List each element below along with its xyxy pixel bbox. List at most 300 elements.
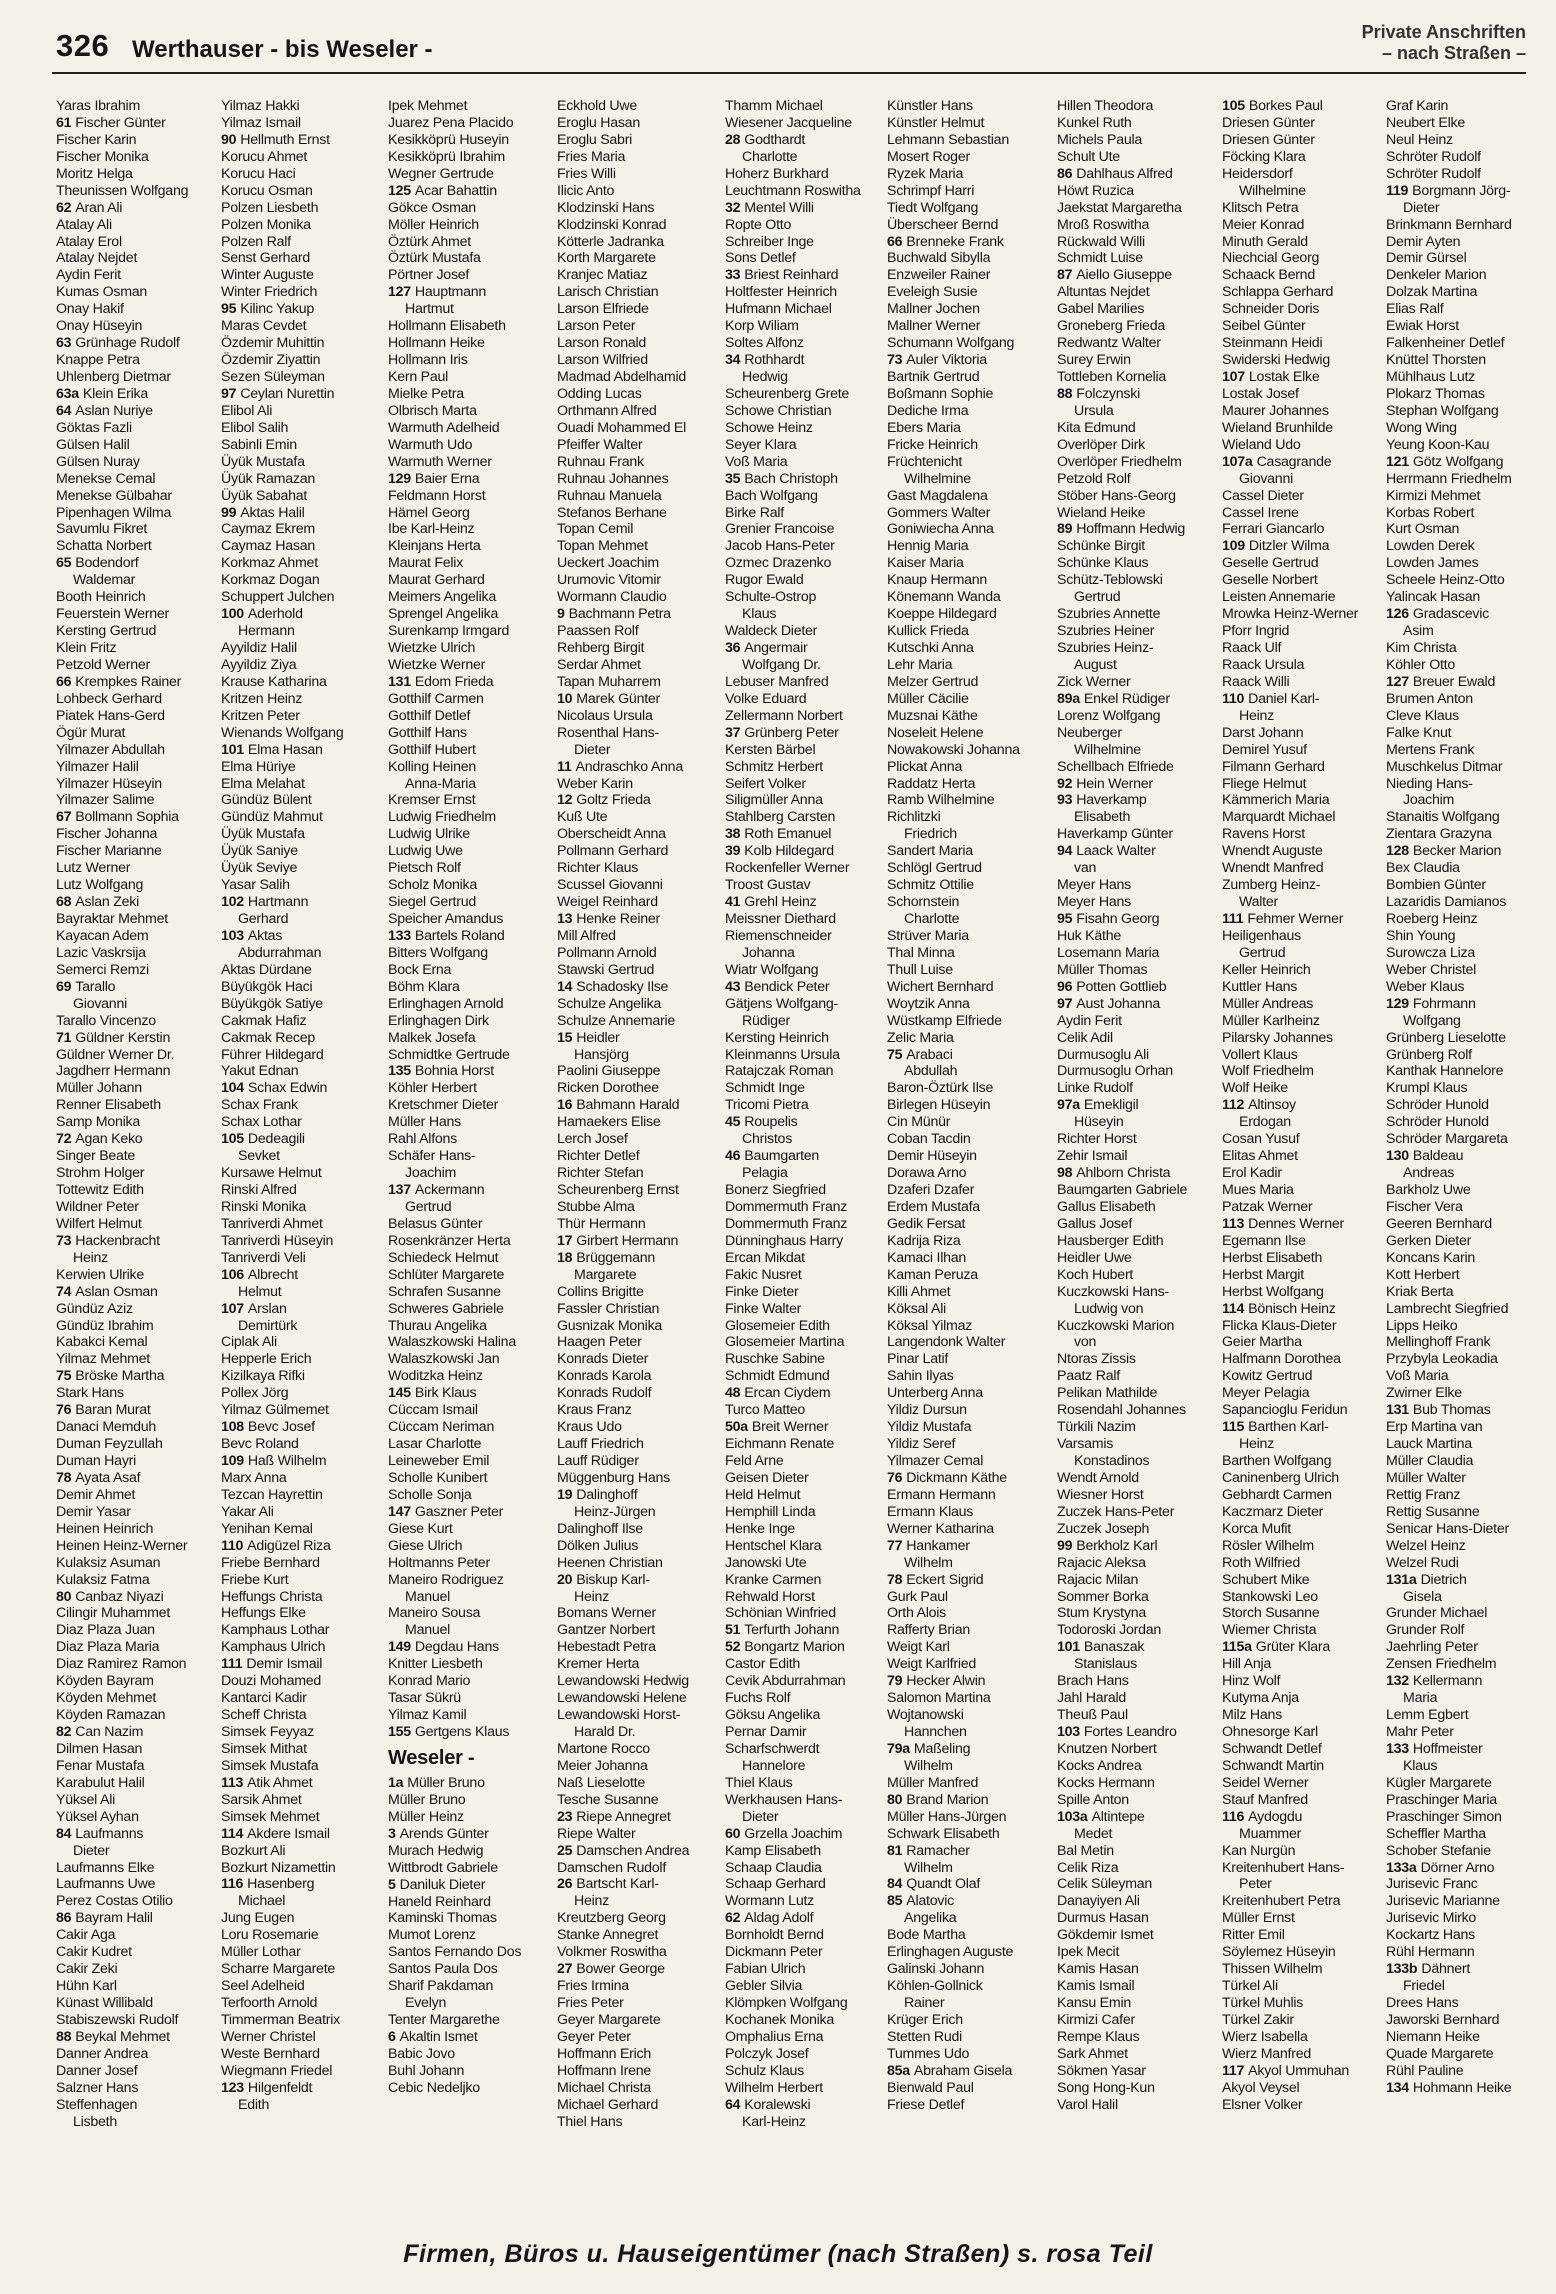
listing-entry — [557, 1453, 717, 1470]
resident-name: Baumgarten — [744, 1148, 820, 1165]
listing-entry — [1057, 1419, 1217, 1436]
resident-name: Korbas Robert — [1386, 504, 1475, 521]
listing-entry — [725, 2012, 885, 2029]
resident-name: Collins Brigitte — [557, 1283, 644, 1300]
listing-entry — [1057, 200, 1217, 217]
resident-name: Turco Matteo — [725, 1402, 806, 1419]
listing-continuation — [388, 1589, 548, 1606]
resident-name: Daniluk Dieter — [399, 1876, 486, 1893]
resident-name: Altintepe — [1091, 1808, 1145, 1825]
listing-entry — [56, 674, 216, 691]
resident-name: Dahlhaus Alfred — [1076, 165, 1173, 182]
resident-name: Kayacan Adem — [56, 927, 149, 944]
resident-name: Joachim — [1403, 792, 1455, 809]
resident-name: Pforr Ingrid — [1222, 623, 1290, 640]
resident-name: Degdau Hans — [414, 1639, 499, 1656]
listing-entry — [1057, 1402, 1217, 1419]
listing-entry — [887, 1792, 1047, 1809]
listing-entry — [887, 572, 1047, 589]
resident-name: Medet — [1074, 1825, 1113, 1842]
resident-name: Overlöper Dirk — [1057, 436, 1145, 453]
house-number: 48 — [725, 1385, 741, 1402]
resident-name: Kerwien Ulrike — [56, 1266, 144, 1283]
listing-entry — [1057, 1436, 1217, 1453]
listing-column — [56, 98, 216, 2176]
listing-entry — [725, 911, 885, 928]
resident-name: Kranjec Matiaz — [557, 267, 648, 284]
listing-entry — [887, 1775, 1047, 1792]
listing-entry — [887, 606, 1047, 623]
resident-name: Schax Edwin — [247, 1080, 328, 1097]
listing-entry — [1057, 386, 1217, 403]
listing-entry — [1057, 640, 1217, 657]
house-number: 88 — [56, 2028, 72, 2045]
listing-entry — [1222, 1893, 1382, 1910]
listing-entry — [725, 403, 885, 420]
listing-entry — [725, 2046, 885, 2063]
listing-continuation — [221, 623, 381, 640]
resident-name: Brach Hans — [1057, 1673, 1129, 1690]
resident-name: Eroglu Sabri — [557, 131, 633, 148]
resident-name: Yilmaz Hakki — [221, 98, 300, 114]
house-number: 38 — [725, 826, 741, 843]
resident-name: Elma Hasan — [247, 741, 323, 758]
listing-entry — [725, 301, 885, 318]
resident-name: Henke Reiner — [576, 911, 661, 927]
resident-name: Becker Marion — [1412, 843, 1502, 860]
listing-entry — [1057, 217, 1217, 234]
listing-entry — [1386, 1470, 1526, 1487]
listing-entry — [725, 1351, 885, 1368]
resident-name: Fabian Ulrich — [725, 1961, 806, 1978]
listing-entry — [1057, 538, 1217, 555]
listing-entry — [1222, 742, 1382, 759]
house-number: 62 — [56, 199, 72, 216]
resident-name: Baran Murat — [75, 1402, 151, 1419]
resident-name: Celik Riza — [1057, 1859, 1119, 1876]
resident-name: Enzweiler Rainer — [887, 267, 991, 284]
listing-entry — [56, 2080, 216, 2097]
listing-entry — [725, 1995, 885, 2012]
listing-entry — [56, 200, 216, 217]
listing-entry — [557, 1792, 717, 1809]
listing-entry — [388, 1148, 548, 1165]
resident-name: Edith — [238, 2096, 270, 2113]
house-number: 82 — [56, 1724, 72, 1740]
resident-name: Menekse Gülbahar — [56, 487, 172, 504]
resident-name: Danayiyen Ali — [1057, 1893, 1140, 1910]
listing-entry — [725, 98, 885, 115]
listing-entry — [56, 1758, 216, 1775]
resident-name: Kulaksiz Fatma — [56, 1571, 150, 1588]
resident-name: Omphalius Erna — [725, 2028, 824, 2045]
resident-name: Wieland Heike — [1057, 504, 1146, 521]
resident-name: Wiesener Jacqueline — [725, 114, 852, 131]
house-number: 13 — [557, 911, 573, 927]
resident-name: Kabakci Kemal — [56, 1334, 148, 1351]
resident-name: Ropte Otto — [725, 216, 792, 233]
resident-name: Ermann Klaus — [887, 1503, 974, 1520]
resident-name: Gertrud — [1074, 589, 1121, 606]
resident-name: Demir Ismail — [246, 1656, 323, 1673]
listing-continuation — [1386, 1165, 1526, 1182]
house-number: 39 — [725, 843, 741, 860]
listing-column — [887, 98, 1047, 2176]
listing-entry — [557, 403, 717, 420]
listing-entry — [1386, 928, 1526, 945]
listing-entry — [725, 742, 885, 759]
listing-entry — [557, 674, 717, 691]
listing-entry — [1386, 250, 1526, 267]
resident-name: Kellermann — [1412, 1673, 1483, 1690]
resident-name: Egemann Ilse — [1222, 1232, 1306, 1249]
house-number: 10 — [557, 690, 573, 707]
listing-entry — [388, 843, 548, 860]
resident-name: Pernar Damir — [725, 1724, 807, 1740]
resident-name: Timmerman Beatrix — [221, 2011, 340, 2028]
listing-entry — [1057, 2029, 1217, 2046]
listing-entry — [221, 996, 381, 1013]
resident-name: Simsek Mithat — [221, 1740, 307, 1757]
resident-name: Danaci Memduh — [56, 1419, 157, 1436]
resident-name: Baumgarten Gabriele — [1057, 1182, 1188, 1198]
listing-entry — [557, 505, 717, 522]
resident-name: Martone Rocco — [557, 1740, 650, 1757]
resident-name: Tapan Muharrem — [557, 673, 661, 690]
resident-name: Schröter Rudolf — [1386, 165, 1481, 182]
house-number: 110 — [1222, 690, 1245, 707]
house-number: 76 — [887, 1469, 903, 1486]
listing-entry — [56, 1470, 216, 1487]
house-number: 131 — [1386, 1402, 1409, 1419]
resident-name: Schax Frank — [221, 1097, 298, 1114]
resident-name: Pelagia — [742, 1165, 788, 1182]
house-number: 149 — [388, 1639, 411, 1656]
resident-name: Bornholdt Bernd — [725, 1927, 824, 1944]
house-number: 131 — [388, 673, 411, 690]
resident-name: Korkmaz Dogan — [221, 572, 320, 589]
resident-name: Warmuth Udo — [388, 436, 473, 453]
listing-entry — [725, 234, 885, 251]
house-number: 46 — [725, 1148, 741, 1165]
resident-name: Welzel Heinz — [1386, 1537, 1466, 1554]
section-title — [1362, 22, 1526, 64]
listing-entry — [1222, 217, 1382, 234]
listing-entry — [1222, 606, 1382, 623]
resident-name: Konrads Rudolf — [557, 1385, 652, 1402]
listing-entry — [887, 1656, 1047, 1673]
street-range-title: Werthauser - bis Weseler - — [132, 36, 433, 63]
listing-entry — [557, 369, 717, 386]
resident-name: Caymaz Ekrem — [221, 521, 315, 538]
listing-entry — [388, 1860, 548, 1877]
listing-entry — [388, 1097, 548, 1114]
resident-name: Dalinghoff — [576, 1486, 638, 1503]
resident-name: Kesikköprü Ibrahim — [388, 148, 505, 165]
listing-entry — [1057, 1843, 1217, 1860]
resident-name: Fischer Monika — [56, 148, 149, 165]
resident-name: Koeppe Hildegard — [887, 606, 997, 623]
house-number: 61 — [56, 114, 72, 131]
listing-entry — [1386, 1504, 1526, 1521]
listing-entry — [1057, 911, 1217, 928]
listing-continuation — [221, 1148, 381, 1165]
resident-name: Dünninghaus Harry — [725, 1232, 843, 1249]
resident-name: Krumpl Klaus — [1386, 1080, 1468, 1097]
resident-name: Geyer Margarete — [557, 2011, 661, 2028]
resident-name: Ludwig Friedhelm — [388, 809, 496, 826]
listing-entry — [725, 1334, 885, 1351]
listing-entry — [557, 860, 717, 877]
resident-name: Renner Elisabeth — [56, 1097, 161, 1114]
listing-entry — [1057, 1080, 1217, 1097]
listing-entry — [887, 843, 1047, 860]
listing-entry — [887, 1301, 1047, 1318]
listing-entry — [1386, 1927, 1526, 1944]
resident-name: Friedrich — [904, 826, 957, 843]
house-number: 60 — [725, 1825, 741, 1842]
resident-name: Grüter Klara — [1255, 1639, 1331, 1656]
listing-entry — [221, 691, 381, 708]
resident-name: Gülsen Nuray — [56, 453, 140, 470]
listing-entry — [1386, 132, 1526, 149]
resident-name: Sapancioglu Feridun — [1222, 1402, 1348, 1419]
listing-entry — [56, 1690, 216, 1707]
listing-entry — [1386, 521, 1526, 538]
resident-name: Gertgens Klaus — [414, 1724, 510, 1740]
listing-continuation — [221, 2097, 381, 2114]
listing-continuation — [1057, 1453, 1217, 1470]
listing-entry — [887, 1047, 1047, 1064]
house-number: 51 — [725, 1622, 741, 1639]
resident-name: Duman Feyzullah — [56, 1436, 163, 1453]
listing-entry — [557, 166, 717, 183]
listing-entry — [1386, 471, 1526, 488]
listing-entry — [557, 792, 717, 809]
resident-name: Fischer Karin — [56, 131, 137, 148]
resident-name: Stawski Gertrud — [557, 961, 655, 978]
resident-name: Rosenthal Hans- — [557, 724, 659, 741]
listing-entry — [557, 1385, 717, 1402]
listing-entry — [887, 623, 1047, 640]
house-number: 75 — [56, 1368, 72, 1385]
resident-name: Gantzer Norbert — [557, 1622, 655, 1639]
listing-entry — [1057, 1758, 1217, 1775]
resident-name: Lowden Derek — [1386, 538, 1475, 555]
resident-name: Sarsik Ahmet — [221, 1791, 302, 1808]
listing-entry — [725, 979, 885, 996]
listing-entry — [221, 1673, 381, 1690]
listing-entry — [1057, 843, 1217, 860]
resident-name: Hackenbracht — [75, 1232, 160, 1249]
listing-entry — [388, 1368, 548, 1385]
resident-name: Korucu Ahmet — [221, 148, 308, 165]
house-number: 45 — [725, 1114, 741, 1131]
resident-name: Wienands Wolfgang — [221, 724, 344, 741]
listing-entry — [1057, 521, 1217, 538]
listing-entry — [1057, 352, 1217, 369]
listing-entry — [221, 1707, 381, 1724]
listing-entry — [725, 250, 885, 267]
listing-entry — [557, 538, 717, 555]
listing-entry — [725, 335, 885, 352]
listing-entry — [56, 217, 216, 234]
listing-entry — [725, 860, 885, 877]
listing-continuation — [1057, 657, 1217, 674]
resident-name: Yilmaz Mehmet — [56, 1351, 150, 1368]
listing-entry — [887, 657, 1047, 674]
resident-name: Mertens Frank — [1386, 741, 1475, 758]
house-number: 107 — [1222, 369, 1245, 385]
listing-entry — [1222, 420, 1382, 437]
resident-name: Sons Detlef — [725, 250, 796, 267]
resident-name: Höwt Ruzica — [1057, 182, 1134, 199]
resident-name: Breuer Ewald — [1412, 673, 1496, 690]
resident-name: Scheele Heinz-Otto — [1386, 572, 1505, 589]
resident-name: Lostak Josef — [1222, 385, 1299, 402]
resident-name: Elma Hüriye — [221, 758, 296, 775]
resident-name: Hemphill Linda — [725, 1503, 816, 1520]
listing-entry — [725, 1453, 885, 1470]
resident-name: Dolzak Martina — [1386, 284, 1478, 301]
listing-entry — [56, 1419, 216, 1436]
listing-continuation — [887, 1860, 1047, 1877]
resident-name: Bröske Martha — [75, 1368, 165, 1385]
resident-name: Tottewitz Edith — [56, 1182, 144, 1198]
listing-entry — [1386, 657, 1526, 674]
listing-entry — [887, 420, 1047, 437]
resident-name: Pipenhagen Wilma — [56, 504, 172, 521]
listing-entry — [1222, 1199, 1382, 1216]
listing-entry — [1057, 284, 1217, 301]
listing-entry — [887, 640, 1047, 657]
listing-entry — [221, 1030, 381, 1047]
resident-name: Schellbach Elfriede — [1057, 758, 1174, 775]
listing-entry — [1057, 437, 1217, 454]
listing-continuation — [1386, 200, 1526, 217]
listing-entry — [1386, 1860, 1526, 1877]
resident-name: Kirmizi Cafer — [1057, 2011, 1135, 2028]
listing-entry — [887, 1893, 1047, 1910]
listing-entry — [1386, 1487, 1526, 1504]
listing-entry — [221, 1572, 381, 1589]
listing-entry — [1386, 1809, 1526, 1826]
listing-entry — [56, 826, 216, 843]
listing-entry — [221, 708, 381, 725]
resident-name: Rockenfeller Werner — [725, 860, 850, 877]
listing-entry — [221, 98, 381, 115]
resident-name: Müggenburg Hans — [557, 1469, 670, 1486]
resident-name: Herbst Wolfgang — [1222, 1283, 1324, 1300]
listing-entry — [1057, 674, 1217, 691]
listing-entry — [887, 962, 1047, 979]
house-number: 125 — [388, 182, 411, 199]
listing-entry — [221, 149, 381, 166]
resident-name: Driesen Günter — [1222, 131, 1315, 148]
listing-entry — [725, 1063, 885, 1080]
resident-name: Santos Fernando Dos — [388, 1944, 522, 1961]
resident-name: Polzen Liesbeth — [221, 199, 319, 216]
resident-name: Demirel Yusuf — [1222, 741, 1307, 758]
listing-entry — [887, 1927, 1047, 1944]
resident-name: Raack Ulf — [1222, 640, 1282, 656]
listing-entry — [56, 115, 216, 132]
listing-entry — [388, 115, 548, 132]
listing-entry — [887, 132, 1047, 149]
listing-entry — [887, 200, 1047, 217]
resident-name: Erp Martina van — [1386, 1419, 1483, 1436]
resident-name: Schwark Elisabeth — [887, 1825, 1000, 1842]
house-number: 115 — [1222, 1419, 1245, 1436]
resident-name: Borgmann Jörg- — [1412, 182, 1511, 199]
house-number: 89 — [1057, 521, 1073, 538]
resident-name: Leuchtmann Roswitha — [725, 182, 861, 199]
resident-name: Kreitenhubert Petra — [1222, 1893, 1341, 1910]
listing-entry — [221, 471, 381, 488]
listing-continuation — [557, 1267, 717, 1284]
listing-entry — [1057, 1351, 1217, 1368]
house-number: 145 — [388, 1385, 411, 1402]
listing-entry — [1222, 1470, 1382, 1487]
resident-name: Werkhausen Hans- — [725, 1791, 843, 1808]
resident-name: Tiedt Wolfgang — [887, 199, 979, 216]
listing-entry — [1222, 488, 1382, 505]
resident-name: Polzen Ralf — [221, 233, 291, 250]
listing-entry — [1386, 1368, 1526, 1385]
resident-name: Dieter — [574, 741, 611, 758]
listing-entry — [1386, 2063, 1526, 2080]
listing-entry — [1222, 640, 1382, 657]
listing-entry — [1222, 1351, 1382, 1368]
listing-entry — [557, 1944, 717, 1961]
resident-name: Kuttler Hans — [1222, 978, 1298, 995]
resident-name: Yilmazer Cemal — [887, 1453, 984, 1469]
listing-continuation — [56, 2114, 216, 2131]
listing-entry — [56, 335, 216, 352]
listing-entry — [887, 1961, 1047, 1978]
resident-name: Mill Alfred — [557, 927, 616, 944]
listing-continuation — [725, 945, 885, 962]
resident-name: Bach Wolfgang — [725, 487, 818, 504]
listing-entry — [1057, 1013, 1217, 1030]
listing-entry — [56, 1673, 216, 1690]
resident-name: Korkmaz Ahmet — [221, 555, 318, 572]
resident-name: Stankowski Leo — [1222, 1588, 1318, 1605]
listing-entry — [1057, 369, 1217, 386]
page-number: 326 — [56, 28, 110, 63]
listing-continuation — [1386, 1013, 1526, 1030]
listing-entry — [1222, 1775, 1382, 1792]
resident-name: Rahl Alfons — [388, 1131, 458, 1148]
listing-entry — [56, 742, 216, 759]
resident-name: Siligmüller Anna — [725, 792, 823, 809]
resident-name: Kolling Heinen — [388, 758, 476, 775]
listing-entry — [56, 1572, 216, 1589]
listing-entry — [388, 521, 548, 538]
listing-entry — [221, 1233, 381, 1250]
resident-name: Senicar Hans-Dieter — [1386, 1520, 1509, 1537]
listing-entry — [56, 1605, 216, 1622]
listing-entry — [1386, 267, 1526, 284]
listing-entry — [557, 776, 717, 793]
listing-entry — [1057, 1589, 1217, 1606]
listing-entry — [557, 623, 717, 640]
resident-name: Geselle Gertrud — [1222, 555, 1319, 572]
resident-name: Lutz Werner — [56, 860, 131, 877]
listing-entry — [887, 369, 1047, 386]
resident-name: Fricke Heinrich — [887, 436, 978, 453]
resident-name: Maneiro Sousa — [388, 1605, 481, 1622]
